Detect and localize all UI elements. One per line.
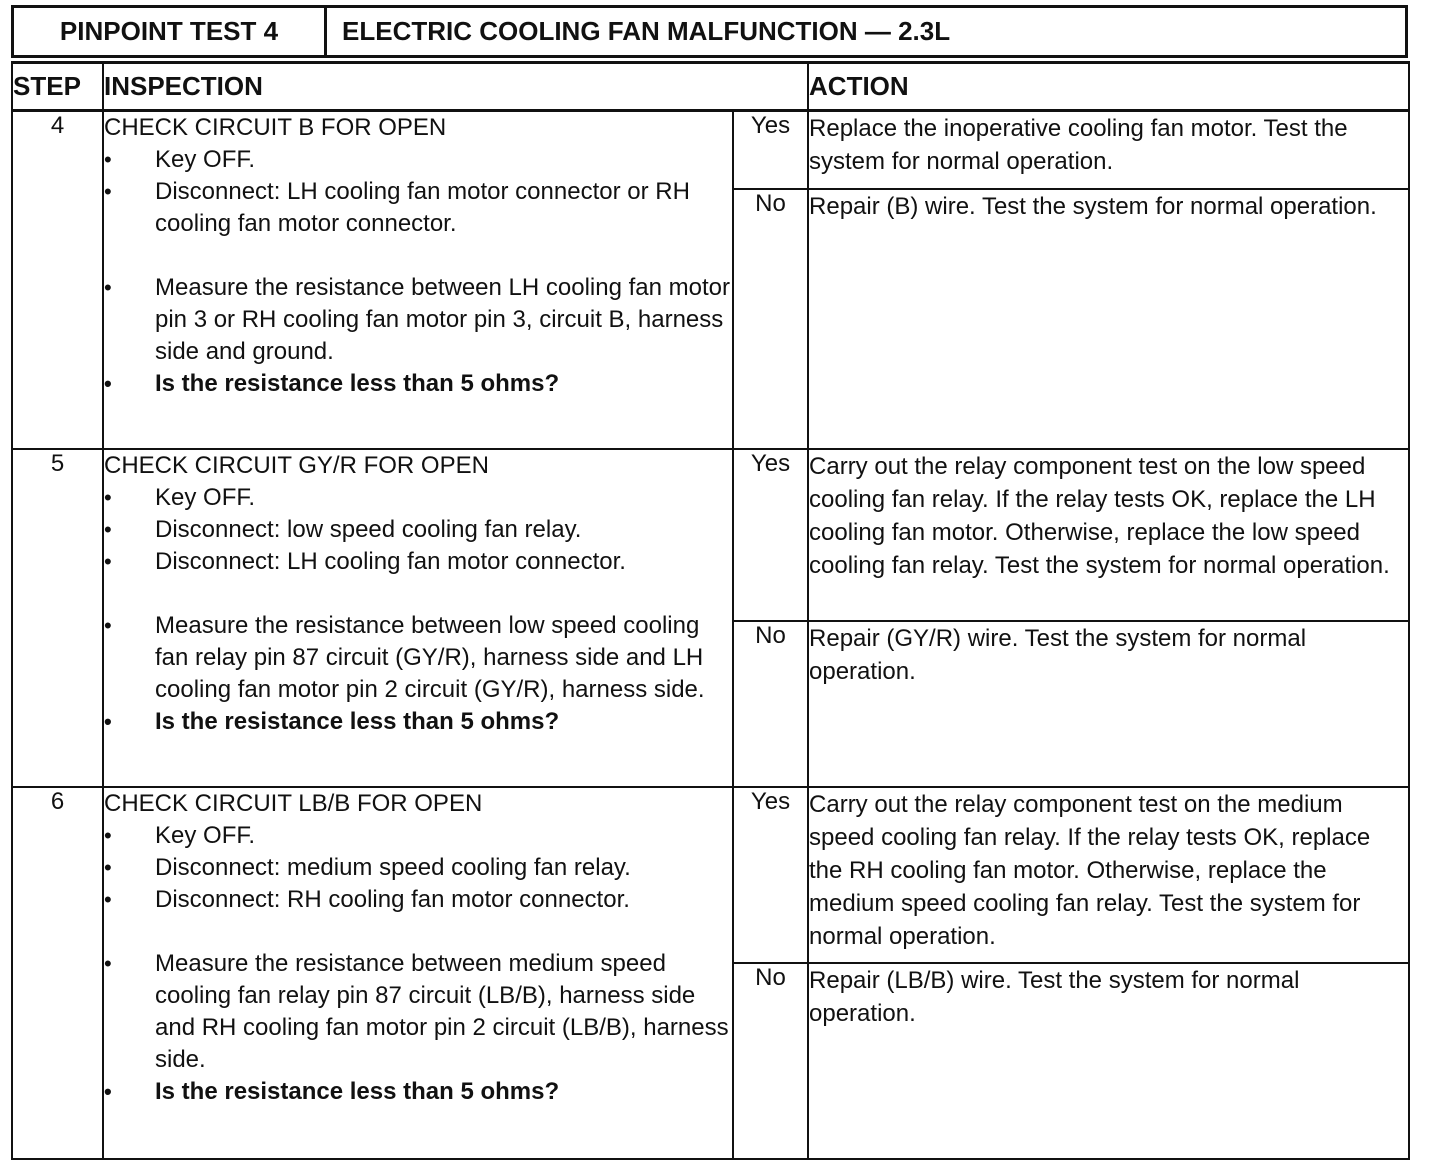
step-4-yes-row [12,111,1409,189]
pinpoint-test-page [11,5,1408,1155]
inspection-bullet: • Disconnect: RH cooling fan motor connector. [104,884,732,916]
test-id: PINPOINT TEST 4 [14,8,327,55]
yes-label: Yes [733,787,808,963]
step-6-yes-row [12,787,1409,963]
yes-label: Yes [733,111,808,189]
inspection-bullet: • Key OFF. [104,820,732,852]
step-5-yes-row [12,449,1409,621]
header-row [12,63,1409,111]
step-number: 4 [12,111,103,449]
inspection-bullet: • Measure the resistance between medium speed cooling fan relay pin 87 circuit (LB/B), harness side and RH cooling fan motor pin 2 circuit (LB/B), harness side. [104,948,732,1076]
no-label: No [733,963,808,1159]
no-action: Repair (LB/B) wire. Test the system for normal operation. [808,963,1409,1159]
inspection-question: • Is the resistance less than 5 ohms? [104,1076,732,1108]
yes-action: Carry out the relay component test on the low speed cooling fan relay. If the relay tests OK, replace the LH cooling fan motor. Otherwise, replace the low speed cooling fan relay. Test the system for normal operation. [808,449,1409,621]
no-action: Repair (GY/R) wire. Test the system for normal operation. [808,621,1409,787]
inspection-bullet: • Key OFF. [104,482,732,514]
inspection-bullet: • Measure the resistance between LH cooling fan motor pin 3 or RH cooling fan motor pin 3, circuit B, harness side and ground. [104,272,732,368]
step-inspection [103,787,733,1159]
step-title: CHECK CIRCUIT LB/B FOR OPEN [104,789,483,817]
test-title: ELECTRIC COOLING FAN MALFUNCTION — 2.3L [342,16,951,46]
yes-action: Replace the inoperative cooling fan motor. Test the system for normal operation. [808,111,1409,189]
yes-label: Yes [733,449,808,621]
no-label: No [733,621,808,787]
yes-action: Carry out the relay component test on the medium speed cooling fan relay. If the relay tests OK, replace the RH cooling fan motor. Otherwise, replace the medium speed cooling fan relay. Test the system for normal operation. [808,787,1409,963]
no-action: Repair (B) wire. Test the system for normal operation. [808,189,1409,449]
step-title: CHECK CIRCUIT GY/R FOR OPEN [104,451,489,479]
column-header-inspection: INSPECTION [103,63,808,111]
step-number: 5 [12,449,103,787]
pinpoint-table [11,61,1410,1160]
inspection-bullet: • Disconnect: low speed cooling fan relay. [104,514,732,546]
title-bar [11,5,1408,58]
step-inspection [103,111,733,449]
column-header-step: STEP [12,63,103,111]
inspection-bullet: • Key OFF. [104,144,732,176]
inspection-bullet: • Disconnect: medium speed cooling fan relay. [104,852,732,884]
column-header-action: ACTION [808,63,1409,111]
no-label: No [733,189,808,449]
inspection-bullet: • Measure the resistance between low speed cooling fan relay pin 87 circuit (GY/R), harness side and LH cooling fan motor pin 2 circuit (GY/R), harness side. [104,610,732,706]
inspection-question: • Is the resistance less than 5 ohms? [104,368,732,400]
inspection-bullet: • Disconnect: LH cooling fan motor connector. [104,546,732,578]
inspection-bullet: • Disconnect: LH cooling fan motor connector or RH cooling fan motor connector. [104,176,732,240]
step-inspection [103,449,733,787]
step-title: CHECK CIRCUIT B FOR OPEN [104,114,447,141]
inspection-question: • Is the resistance less than 5 ohms? [104,706,732,738]
step-number: 6 [12,787,103,1159]
